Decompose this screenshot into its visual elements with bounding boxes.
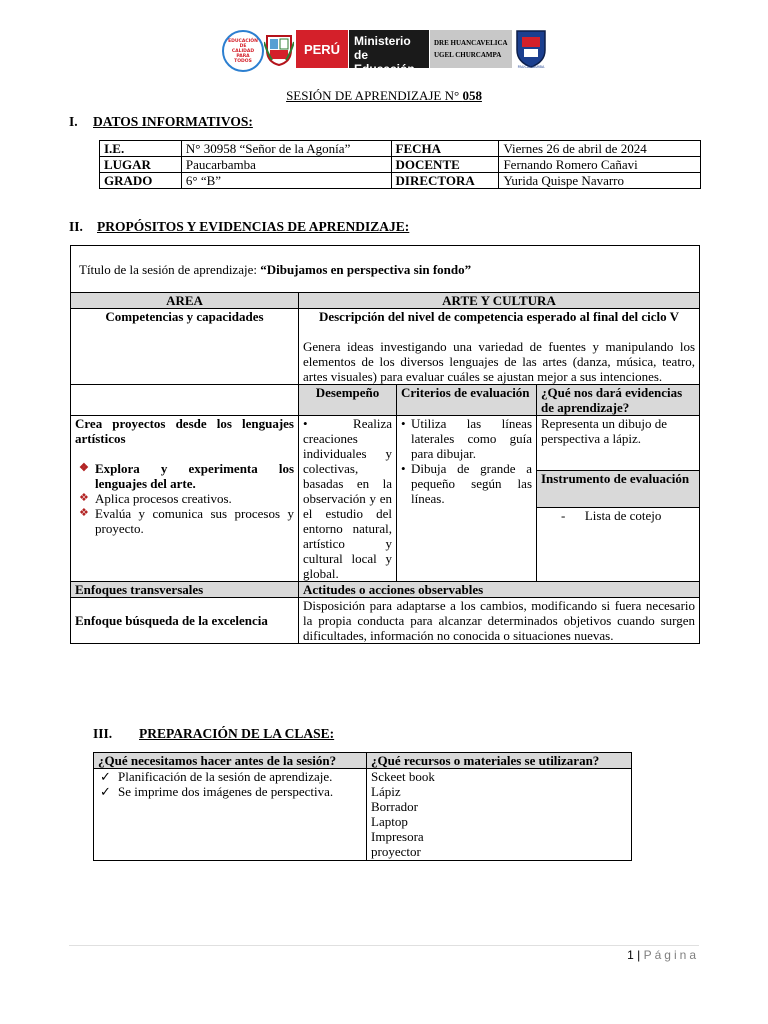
area-label: AREA [71, 293, 299, 309]
section-3-label: PREPARACIÓN DE LA CLASE: [139, 726, 335, 741]
section-1-num: I. [69, 114, 78, 129]
recursos-cell [367, 769, 632, 861]
datos-row [100, 173, 701, 189]
capacidad-item [75, 491, 294, 506]
competencias-header: Competencias y capacidades [71, 309, 299, 385]
session-number: 058 [462, 88, 482, 103]
criterio-text: Utiliza las líneas laterales como guía para dibujar. [411, 416, 532, 461]
competencia-cell [71, 416, 299, 582]
antes-text: Planificación de la sesión de aprendizaje. [118, 769, 333, 784]
actitudes-header: Actitudes o acciones observables [299, 582, 700, 598]
criterio-text: Dibuja de grande a pequeño según las líneas. [411, 461, 532, 506]
datos-value: Fernando Romero Cañavi [499, 157, 701, 173]
instrumento-text: - Lista de cotejo [537, 507, 700, 581]
bullet-icon: ❖ [79, 492, 89, 504]
seal-text: PAUCARBAMBA [517, 65, 545, 69]
instrumento-header [537, 471, 700, 507]
capacidad-text: Explora y experimenta los lenguajes del arte. [95, 461, 294, 491]
ugel-label: UGEL CHURCAMPA [434, 51, 502, 59]
criterios-cell [397, 416, 537, 582]
instrumento-header-text: Instrumento de evaluación [541, 471, 690, 487]
peru-label: PERÚ [303, 41, 341, 57]
capacidad-text: Aplica procesos creativos. [95, 491, 232, 506]
session-title-label: Título de la sesión de aprendizaje: [79, 261, 261, 277]
section-2-label: PROPÓSITOS Y EVIDENCIAS DE APRENDIZAJE: [97, 219, 410, 234]
datos-row [100, 141, 701, 157]
datos-label: DIRECTORA [391, 173, 499, 189]
section-3-num: III. [93, 726, 113, 741]
dre-label: DRE HUANCAVELICA [434, 39, 508, 47]
bullet-icon: ❖ [79, 462, 89, 474]
enfoques-header: Enfoques transversales [71, 582, 299, 598]
recursos-list [371, 769, 627, 859]
datos-label: I.E. [100, 141, 182, 157]
peru-flag-box [296, 30, 348, 68]
empty-cell [71, 385, 299, 416]
checkmark-icon: ✓ [100, 769, 111, 784]
ministerio-line2: de Educación [354, 48, 415, 76]
descripcion-cell [299, 309, 700, 385]
desempeno-header: Desempeño [299, 385, 397, 416]
bullet-icon: • [401, 461, 406, 476]
datos-value: 6° “B” [181, 173, 391, 189]
page-footer [627, 948, 699, 962]
datos-table [99, 140, 701, 189]
antes-header: ¿Qué necesitamos hacer antes de la sesión? [94, 753, 367, 769]
criterios-list [401, 416, 532, 506]
evidencias-header: ¿Qué nos dará evidencias de aprendizaje? [537, 385, 700, 416]
recursos-header: ¿Qué recursos o materiales se utilizaran? [367, 753, 632, 769]
evidencia-text: Representa un dibujo de perspectiva a lápiz. [537, 416, 700, 471]
recurso-item: Laptop [371, 814, 408, 829]
criterios-header: Criterios de evaluación [397, 385, 537, 416]
antes-item [98, 784, 362, 799]
datos-label: GRADO [100, 173, 182, 189]
footer-rule [69, 945, 699, 946]
section-1-label: DATOS INFORMATIVOS: [93, 114, 253, 129]
dre-box [430, 30, 512, 68]
session-heading [0, 88, 768, 104]
datos-row [100, 157, 701, 173]
session-title-value: “Dibujamos en perspectiva sin fondo” [260, 261, 472, 277]
education-logo [222, 30, 264, 72]
datos-label: FECHA [391, 141, 499, 157]
bullet-icon: • [401, 416, 406, 431]
antes-cell [94, 769, 367, 861]
checkmark-icon: ✓ [100, 784, 111, 799]
capacidad-text: Evalúa y comunica sus procesos y proyecto. [95, 506, 294, 536]
datos-value: N° 30958 “Señor de la Agonía” [181, 141, 391, 157]
recurso-item: Borrador [371, 799, 418, 814]
section-1-title [69, 114, 253, 130]
ministerio-line1: Ministerio [354, 34, 411, 48]
section-3-title [93, 726, 334, 742]
capacidad-item [75, 506, 294, 536]
antes-text: Se imprime dos imágenes de perspectiva. [118, 784, 334, 799]
recurso-item: proyector [371, 844, 421, 859]
section-2-title [69, 219, 409, 235]
antes-item [98, 769, 362, 784]
header-logos [222, 28, 547, 76]
criterio-item [401, 461, 532, 506]
descripcion-text: Genera ideas investigando una variedad de fuentes y manipulando los elementos de los diversos lenguajes de las artes (danza, música, teatro, artes visuales) para evaluar cuáles se ajustan mejor a sus intenciones. [303, 339, 696, 384]
recurso-item: Lápiz [371, 784, 401, 799]
datos-label: LUGAR [100, 157, 182, 173]
datos-value: Yurida Quispe Navarro [499, 173, 701, 189]
bullet-icon: ❖ [79, 507, 89, 519]
capacidades-list [75, 461, 294, 536]
criterio-item [401, 416, 532, 461]
section-2-num: II. [69, 219, 83, 234]
actitud-text: Disposición para adaptarse a los cambios, modificando si fuera necesario la propia conducta para alcanzar determinados objetivos cuando surgen dificultades, información no conocida o situaciones nuevas. [299, 598, 700, 644]
school-seal-icon [514, 28, 548, 70]
desempeno-text: • Realiza creaciones individuales y colectivas, basadas en la observación y en el estudio del entorno natural, artístico y cultural local y global. [299, 416, 397, 582]
page-label: Página [643, 948, 699, 962]
datos-value: Viernes 26 de abril de 2024 [499, 141, 701, 157]
area-value: ARTE Y CULTURA [299, 293, 700, 309]
datos-label: DOCENTE [391, 157, 499, 173]
education-logo-text: EDUCACIÓN DE CALIDAD PARA TODOS [228, 38, 258, 64]
antes-list [98, 769, 362, 799]
propositos-table [70, 245, 700, 644]
competencia-text: Crea proyectos desde los lenguajes artísticos [75, 416, 294, 446]
session-heading-prefix: SESIÓN DE APRENDIZAJE N° [286, 88, 463, 103]
preparacion-table [93, 752, 632, 861]
descripcion-header: Descripción del nivel de competencia esperado al final del ciclo V [318, 309, 680, 324]
page-number: 1 [627, 948, 634, 962]
datos-value: Paucarbamba [181, 157, 391, 173]
enfoque-text: Enfoque búsqueda de la excelencia [71, 598, 299, 644]
recurso-item: Sckeet book [371, 769, 435, 784]
capacidad-item [75, 461, 294, 491]
session-title-cell [71, 246, 700, 293]
page-separator: | [637, 948, 641, 962]
ministerio-box [349, 30, 429, 76]
coat-of-arms-icon [264, 32, 294, 66]
recurso-item: Impresora [371, 829, 424, 844]
